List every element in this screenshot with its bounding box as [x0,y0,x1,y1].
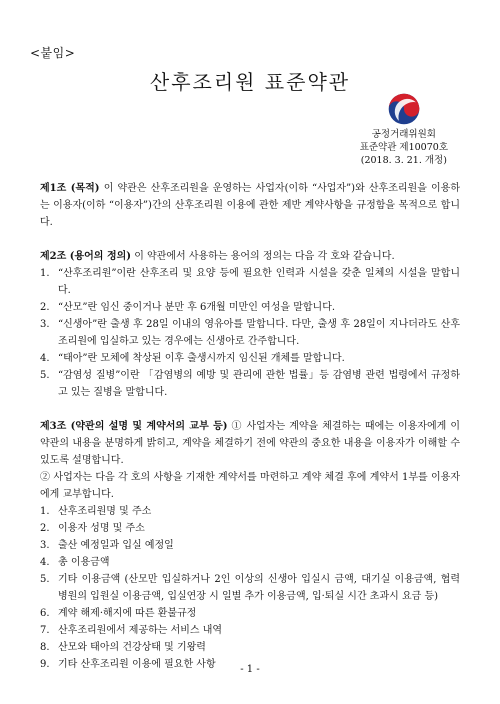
article-2 [40,248,460,265]
article-2-body: 이 약관에서 사용하는 용어의 정의는 다음 각 호와 같습니다. [131,251,395,262]
list-item: 5. 기타 이용금액 (산모만 입실하거나 2인 이상의 신생아 입실시 금액, 대기실 이용금액, 협력 병원의 입원실 이용금액, 입실연장 시 일별 추가 이용금액, 입·퇴실 시간 초과시 요금 등) [40,574,460,602]
article-2-list [40,265,460,401]
list-item: 3. 출산 예정일과 입실 예정일 [40,540,174,551]
list-item: 2. 이용자 성명 및 주소 [40,523,145,534]
list-item: 3. “신생아”란 출생 후 28일 이내의 영유아를 말합니다. 다만, 출생 후 28일이 지나더라도 산후조리원에 입실하고 있는 경우에는 신생아로 간주합니다. [40,319,460,347]
list-item: 9. 기타 산후조리원 이용에 필요한 사항 [40,659,216,670]
page-number: - 1 - [240,664,260,675]
annex-label: <붙임> [30,46,76,60]
list-item: 6. 계약 해제·해지에 따른 환불규정 [40,608,197,619]
article-3-list [40,503,460,673]
article-3 [40,418,460,469]
article-1-body: 이 약관은 산후조리원을 운영하는 사업자(이하 “사업자”)와 산후조리원을 이용하는 이용자(이하 “이용자”)간의 산후조리원 이용에 관한 제반 계약사항을 규정함을 목적으로 합니다. [40,183,460,228]
article-3-body: ① 사업자는 계약을 체결하는 때에는 이용자에게 이 약관의 내용을 분명하게 밝히고, 계약을 체결하기 전에 약관의 중요한 내용을 이용자가 이해할 수 있도록 설명합니다. [40,421,460,466]
list-item: 1. 산후조리원명 및 주소 [40,506,152,517]
article-3-heading: 제3조 (약관의 설명 및 계약서의 교부 등) [40,421,228,432]
issuer-doc-number: 표준약관 제10070호 [359,142,448,153]
issuer-date: (2018. 3. 21. 개정) [360,155,447,166]
issuer-organization: 공정거래위원회 [371,129,436,140]
list-item: 2. “산모”란 임신 중이거나 분만 후 6개월 미만인 여성을 말합니다. [40,302,336,313]
document-body [40,180,460,673]
list-item: 8. 산모와 태아의 건강상태 및 기왕력 [40,642,206,653]
issuer-block [360,128,448,167]
list-item: 7. 산후조리원에서 제공하는 서비스 내역 [40,625,223,636]
article-1-heading: 제1조 (목적) [40,183,100,194]
list-item: 1. “산후조리원”이란 산후조리 및 요양 등에 필요한 인력과 시설을 갖춘 일체의 시설을 말합니다. [40,268,460,296]
list-item: 4. “태아”란 모체에 착상된 이후 출생시까지 임신된 개체를 말합니다. [40,353,345,364]
article-3-paragraph-2: ② 사업자는 다음 각 호의 사항을 기재한 계약서를 마련하고 계약 체결 후에 계약서 1부를 이용자에게 교부합니다. [40,472,460,500]
document-title: 산후조리원 표준약관 [149,70,351,94]
taegeuk-emblem-icon [387,92,421,126]
list-item: 5. “감염성 질병”이란 「감염병의 예방 및 관리에 관한 법률」등 감염병 관련 법령에서 규정하고 있는 질병을 말합니다. [40,370,460,398]
list-item: 4. 총 이용금액 [40,557,110,568]
article-2-heading: 제2조 (용어의 정의) [40,251,132,262]
article-1 [40,180,460,231]
